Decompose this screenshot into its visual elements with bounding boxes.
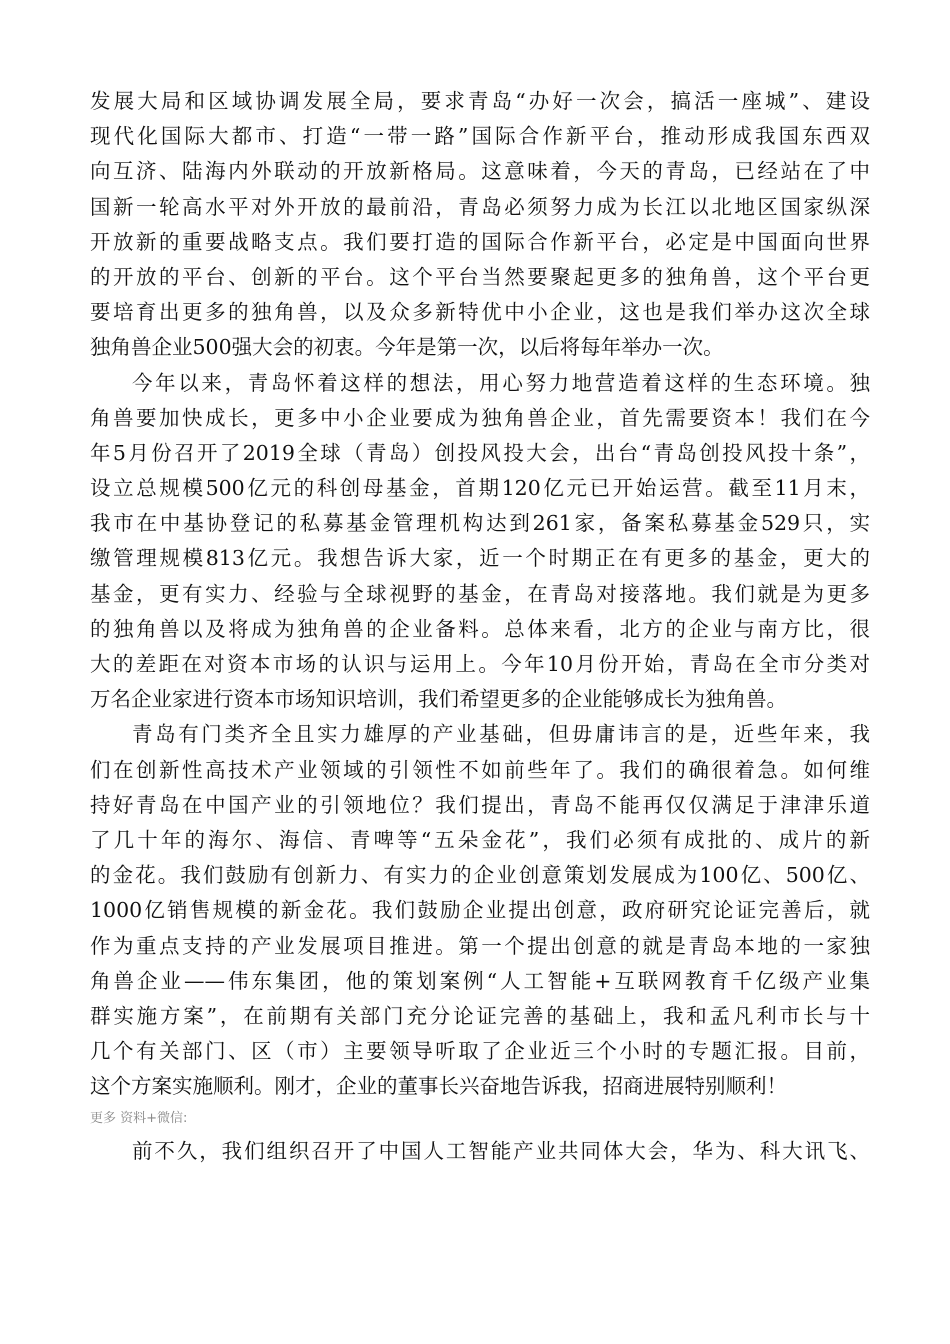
watermark-text: 更多 资料+微信: bbox=[90, 1111, 188, 1127]
text-line: 要培育出更多的独角兽，以及众多新特优中小企业，这也是我们举办这次全球 bbox=[90, 300, 870, 325]
text-line: 前不久，我们组织召开了中国人工智能产业共同体大会，华为、科大讯飞、 bbox=[132, 1139, 870, 1164]
text-line: 大的差距在对资本市场的认识与运用上。今年10月份开始，青岛在全市分类对 bbox=[90, 652, 870, 676]
text-line: 角兽企业——伟东集团，他的策划案例“人工智能+互联网教育千亿级产业集 bbox=[90, 968, 870, 993]
text-line: 发展大局和区域协调发展全局，要求青岛“办好一次会，搞活一座城”、建设 bbox=[90, 89, 870, 113]
text-line: 这个方案实施顺利。刚才，企业的董事长兴奋地告诉我，招商进展特别顺利！ bbox=[90, 1074, 787, 1099]
text-line: 缴管理规模813亿元。我想告诉大家，近一个时期正在有更多的基金，更大的 bbox=[90, 546, 870, 571]
text-line: 了几十年的海尔、海信、青啤等“五朵金花”，我们必须有成批的、成片的新 bbox=[90, 827, 870, 852]
text-line: 的金花。我们鼓励有创新力、有实力的企业创意策划发展成为100亿、500亿、 bbox=[90, 863, 870, 888]
text-line: 基金，更有实力、经验与全球视野的基金，在青岛对接落地。我们就是为更多 bbox=[90, 581, 870, 606]
text-line: 的开放的平台、创新的平台。这个平台当然要聚起更多的独角兽，这个平台更 bbox=[90, 264, 870, 289]
text-line: 的独角兽以及将成为独角兽的企业备料。总体来看，北方的企业与南方比，很 bbox=[90, 616, 870, 641]
text-line: 年5月份召开了2019全球（青岛）创投风投大会，出台“青岛创投风投十条”， bbox=[90, 440, 870, 465]
text-line: 1000亿销售规模的新金花。我们鼓励企业提出创意，政府研究论证完善后，就 bbox=[90, 898, 870, 923]
text-line: 万名企业家进行资本市场知识培训，我们希望更多的企业能够成长为独角兽。 bbox=[90, 687, 787, 712]
text-line: 几个有关部门、区（市）主要领导听取了企业近三个小时的专题汇报。目前， bbox=[90, 1039, 870, 1064]
text-line: 角兽要加快成长，更多中小企业要成为独角兽企业，首先需要资本！我们在今 bbox=[90, 405, 870, 430]
text-line: 设立总规模500亿元的科创母基金，首期120亿元已开始运营。截至11月末， bbox=[90, 476, 870, 501]
paragraph-4 bbox=[90, 1134, 870, 1169]
paragraph-3 bbox=[90, 717, 870, 1104]
text-line: 群实施方案”，在前期有关部门充分论证完善的基础上，我和孟凡利市长与十 bbox=[90, 1003, 870, 1028]
document-page bbox=[90, 84, 870, 1170]
text-line: 持好青岛在中国产业的引领地位？我们提出，青岛不能再仅仅满足于津津乐道 bbox=[90, 792, 870, 817]
text-line: 现代化国际大都市、打造“一带一路”国际合作新平台，推动形成我国东西双 bbox=[90, 124, 870, 149]
text-line: 开放新的重要战略支点。我们要打造的国际合作新平台，必定是中国面向世界 bbox=[90, 229, 870, 254]
text-line: 青岛有门类齐全且实力雄厚的产业基础，但毋庸讳言的是，近些年来，我 bbox=[132, 722, 870, 747]
text-line: 作为重点支持的产业发展项目推进。第一个提出创意的就是青岛本地的一家独 bbox=[90, 933, 870, 958]
paragraph-2 bbox=[90, 366, 870, 718]
text-line: 今年以来，青岛怀着这样的想法，用心努力地营造着这样的生态环境。独 bbox=[132, 370, 870, 395]
text-line: 们在创新性高技术产业领域的引领性不如前些年了。我们的确很着急。如何维 bbox=[90, 757, 870, 782]
text-line: 独角兽企业500强大会的初衷。今年是第一次，以后将每年举办一次。 bbox=[90, 335, 724, 360]
text-line: 向互济、陆海内外联动的开放新格局。这意味着，今天的青岛，已经站在了中 bbox=[90, 159, 870, 184]
text-line: 我市在中基协登记的私募基金管理机构达到261家，备案私募基金529只，实 bbox=[90, 511, 870, 536]
paragraph-1 bbox=[90, 84, 870, 366]
text-line: 国新一轮高水平对外开放的最前沿，青岛必须努力成为长江以北地区国家纵深 bbox=[90, 194, 870, 219]
